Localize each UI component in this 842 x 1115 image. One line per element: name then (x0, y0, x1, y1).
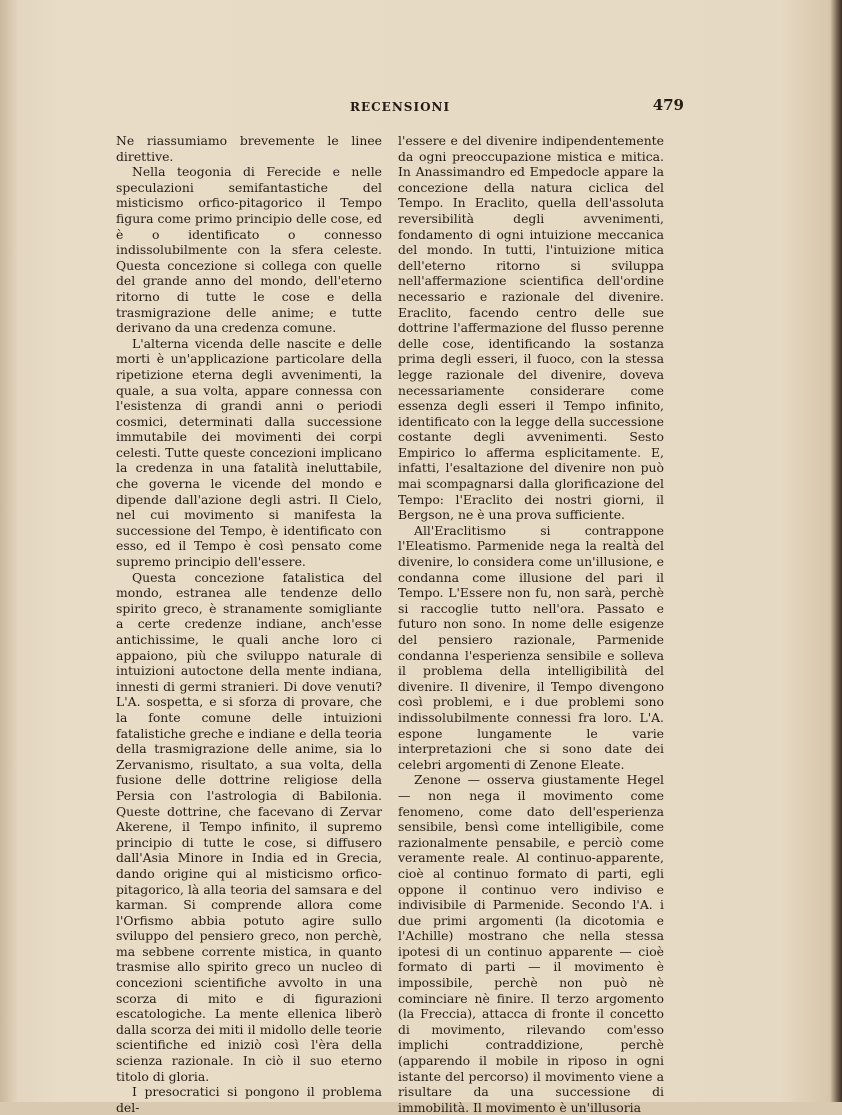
paragraph: All'Eraclitismo si contrappone l'Eleatismo. Parmenide nega la realtà del divenire, lo considera come un'illusione, e condanna come illusione del pari il Tempo. L'Essere non fu, non sarà, perchè si raccoglie tutto nell'ora. Passato e futuro non sono. In nome delle esigenze del pensiero razionale, Parmenide condanna l'esperienza sensibile e solleva il problema della intelligibilità del divenire. Il divenire, il Tempo divengono così problemi, e i due problemi sono indissolubilmente connessi fra loro. L'A. espone lungamente le varie interpretazioni che si sono date dei celebri argomenti di Zenone Eleate. (398, 522, 664, 772)
running-title: RECENSIONI (350, 100, 451, 114)
right-column (398, 133, 664, 1115)
paragraph: L'alterna vicenda delle nascite e delle morti è un'applicazione particolare della ripetizione eterna degli avvenimenti, la quale, a sua volta, appare connessa con l'esistenza di grandi anni o periodi cosmici, determinati dalla successione immutabile dei movimenti dei corpi celesti. Tutte queste concezioni implicano la credenza in una fatalità ineluttabile, che governa le vicende del mondo e dipende dall'azione degli astri. Il Cielo, nel cui movimento si manifesta la successione del Tempo, è identificato con esso, ed il Tempo è così pensato come supremo principio dell'essere. (116, 335, 382, 570)
page-number: 479 (652, 96, 684, 114)
paragraph: l'essere e del divenire indipendentemente da ogni preoccupazione mistica e mitica. In Anassimandro ed Empedocle appare la concezione della natura ciclica del Tempo. In Eraclito, quella dell'assoluta reversibilità degli avvenimenti, fondamento di ogni intuizione meccanica del mondo. In tutti, l'intuizione mitica dell'eterno ritorno si sviluppa nell'affermazione scientifica dell'ordine necessario e razionale del divenire. Eraclito, facendo centro delle sue dottrine l'affermazione del flusso perenne delle cose, identificando la sostanza prima degli esseri, il fuoco, con la stessa legge razionale del divenire, doveva necessariamente considerare come essenza degli esseri il Tempo infinito, identificato con la legge della successione costante degli avvenimenti. Sesto Empirico lo afferma esplicitamente. E, infatti, l'esaltazione del divenire non può mai scompagnarsi dalla glorificazione del Tempo: l'Eraclito dei nostri giorni, il Bergson, ne è una prova sufficiente. (398, 133, 664, 523)
left-column (116, 133, 382, 1115)
page-header (118, 94, 684, 116)
paragraph: Nella teogonia di Ferecide e nelle speculazioni semifantastiche del misticismo orfico-pitagorico il Tempo figura come primo principio delle cose, ed è o identificato o connesso indissolubilmente con la sfera celeste. Questa concezione si collega con quelle del grande anno del mondo, dell'eterno ritorno di tutte le cose e della trasmigrazione delle anime; e tutte derivano da una credenza comune. (116, 164, 382, 336)
paragraph: Zenone — osserva giustamente Hegel — non nega il movimento come fenomeno, come dato dell'esperienza sensibile, bensì come intelligibile, come razionalmente pensabile, e perciò come veramente reale. Al continuo-apparente, cioè al continuo formato di parti, egli oppone il continuo vero indiviso e indivisibile di Parmenide. Secondo l'A. i due primi argomenti (la dicotomia e l'Achille) mostrano che nella stessa ipotesi di un continuo apparente — cioè formato di parti — il movimento è impossibile, perchè non può nè cominciare nè finire. Il terzo argomento (la Freccia), attacca di fronte il concetto di movimento, rilevando com'esso implichi contraddizione, perchè (apparendo il mobile in riposo in ogni istante del percorso) il movimento viene a risultare da una successione di immobilità. Il movimento è un'illusoria (398, 772, 664, 1115)
paragraph: Ne riassumiamo brevemente le linee direttive. (116, 133, 382, 164)
paragraph: Questa concezione fatalistica del mondo, estranea alle tendenze dello spirito greco, è stranamente somigliante a certe credenze indiane, anch'esse antichissime, le quali anche loro ci appaiono, più che sviluppo naturale di intuizioni autoctone della mente indiana, innesti di germi stranieri. Di dove venuti? L'A. sospetta, e si sforza di provare, che la fonte comune delle intuizioni fatalistiche greche e indiane e della teoria della trasmigrazione delle anime, sia lo Zervanismo, risultato, a sua volta, della fusione delle dottrine religiose della Persia con l'astrologia di Babilonia. Queste dottrine, che facevano di Zervar Akerene, il Tempo infinito, il supremo principio di tutte le cose, si diffusero dall'Asia Minore in India ed in Grecia, dando origine qui al misticismo orfico-pitagorico, là alla teoria del samsara e del karman. Si comprende allora come l'Orfismo abbia potuto agire sullo sviluppo del pensiero greco, non perchè, ma sebbene corrente mistica, in quanto trasmise allo spirito greco un nucleo di concezioni scientifiche avvolto in una scorza di mito e di figurazioni escatologiche. La mente ellenica liberò dalla scorza dei miti il midollo delle teorie scientifiche ed iniziò così l'èra della scienza razionale. In ciò il suo eterno titolo di gloria. (116, 569, 382, 1084)
paragraph: I presocratici si pongono il problema del- (116, 1084, 382, 1115)
